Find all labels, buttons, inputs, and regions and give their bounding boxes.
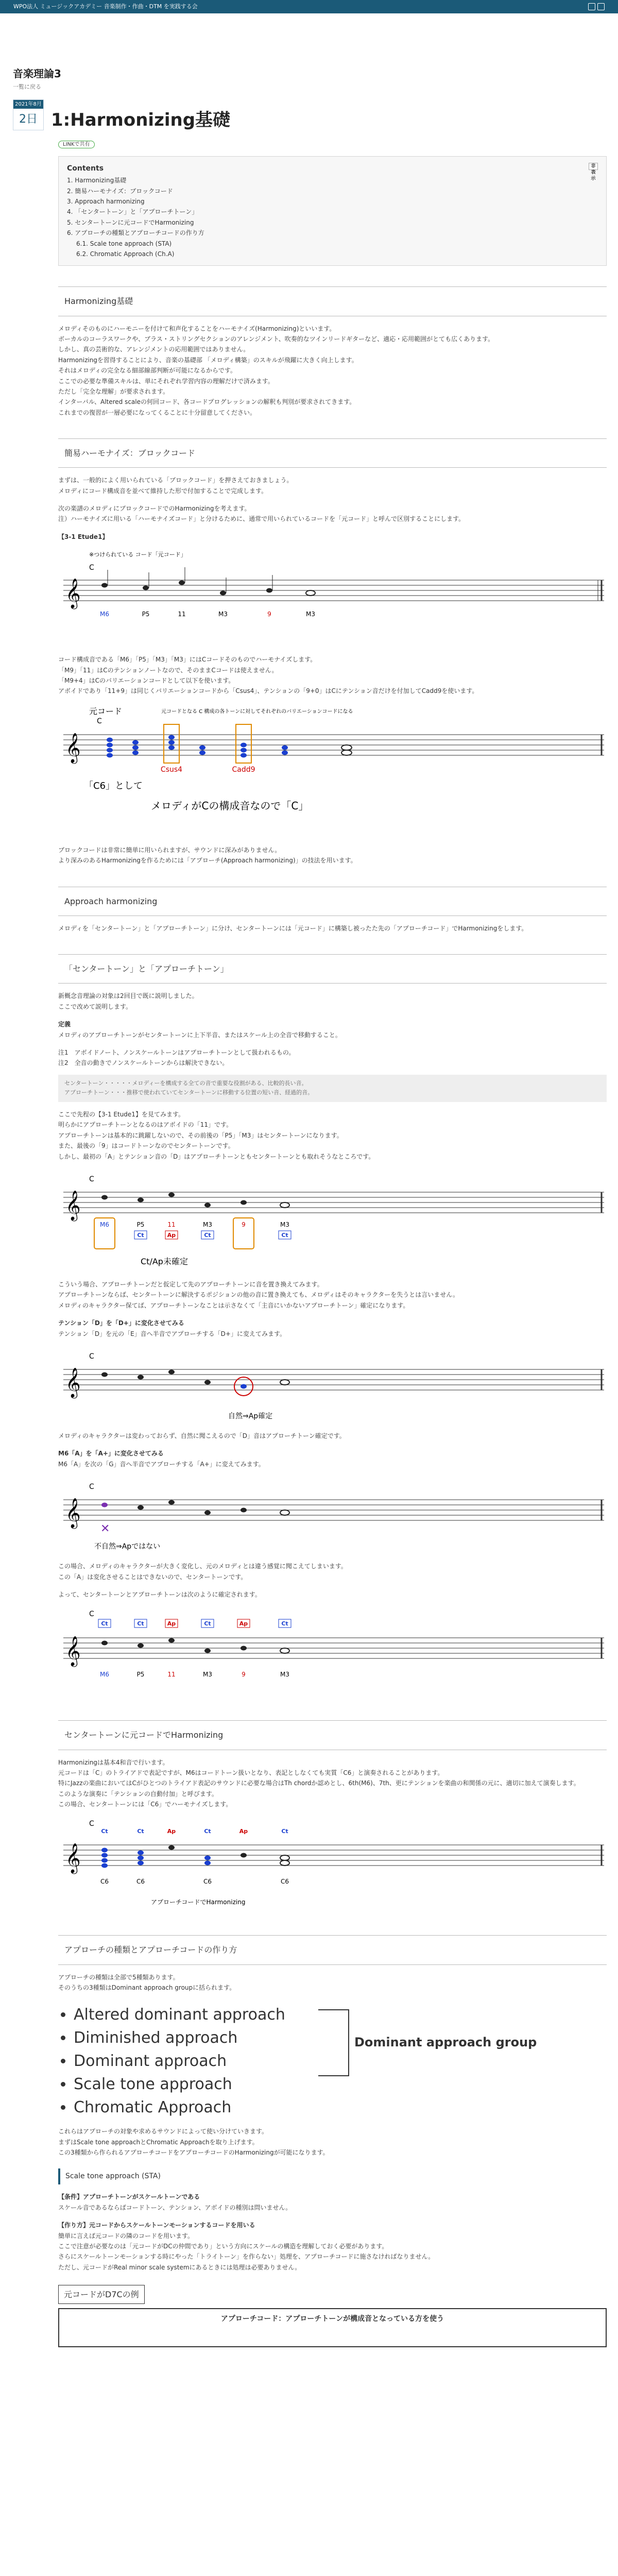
interval-label: P5 <box>142 611 150 618</box>
chord-label: 元コード <box>89 706 123 716</box>
svg-text:C: C <box>89 1483 94 1492</box>
page-title: 1:Harmonizing基礎 <box>51 109 231 130</box>
staff-ct-ap <box>58 1169 607 1272</box>
section-harmonizing <box>58 286 607 2347</box>
svg-text:C: C <box>89 1352 94 1361</box>
toc-item[interactable]: 6. アプローチの種類とアプローチコードの作り方 <box>67 229 204 237</box>
example-title: アプローチコード：アプローチトーンが構成音となっている方を使う <box>220 2315 444 2324</box>
interval-label: M6 <box>100 611 109 618</box>
paragraph: メロディのキャラクターは変わっておらず、自然に聞こえるので「D」音はアプローチトーン確定です。 <box>58 1432 346 1439</box>
paragraph: 【作り方】元コードからスケールトーンモーションするコードを用いる 簡単に言えば元コードの隣のコードを用います。 ここで注意が必要なのは「元コードがDCの仲間であり」という方向にスケールの構造を理解しておく必要があります。 さらにスケールトーンモーションする時にやった「トライトーン」を作らない」処理を、アプローチコードに施さなければなりません。 ただし、元コードがReal minor scale systemにあるときには処理は必要ありません。 <box>58 2222 435 2271</box>
list-item: • Scale tone approach <box>74 2073 607 2096</box>
toc-item[interactable]: 4. 「センタートーン」と「アプローチトーン」 <box>67 208 198 216</box>
list-item: • Dominant approach <box>74 2049 607 2073</box>
svg-text:Ct: Ct <box>101 1828 108 1835</box>
paragraph: M6「A」を「A+」に変化させてみる M6「A」を次の「G」音へ半音でアプローチする「A+」に変えてみます。 <box>58 1450 265 1468</box>
section-heading: 簡易ハーモナイズ：ブロックコード <box>58 438 607 468</box>
svg-text:C6: C6 <box>100 1878 109 1886</box>
tag: Ct <box>137 1620 144 1628</box>
chord-symbol: C <box>89 564 94 572</box>
interval-label: 9 <box>267 611 271 618</box>
category-title[interactable]: 音楽理論3 <box>13 67 61 80</box>
cross-icon: ✕ <box>100 1522 110 1536</box>
svg-text:Ct: Ct <box>204 1828 211 1835</box>
subsection-heading: Scale tone approach (STA) <box>58 2168 607 2185</box>
paragraph: 【条件】アプローチトーンがスケールトーンである スケール音であるならばコードトーン、テンション、アボイドの種別は問いません。 <box>58 2193 292 2211</box>
svg-text:Ap: Ap <box>167 1828 176 1835</box>
tag: Ct <box>204 1620 211 1628</box>
chord-symbol: C <box>89 1820 94 1828</box>
site-name[interactable]: WPO法人 ミュージックアカデミー 音楽制作・作曲・DTM を実践する会 <box>13 3 198 10</box>
annotation: 自然⇒Ap確定 <box>228 1412 273 1420</box>
svg-text:M3: M3 <box>203 1671 212 1679</box>
annotation: メロディがCの構成音なので「C」 <box>151 799 309 812</box>
paragraph: コード構成音である「M6」「P5」「M3」「M3」にはCコードそのものでハーモナイズします。 「M9」「11」はCのテンションノートなので、そのままCコードは使えません。 「M9+4」はCのバリエーションコードとして以下を使います。 アボイドであり「11+9」は同じくバリエーションコードから「Csus4」、テンションの「9+0」はCにテンション音だけを付加してCadd9を使います。 <box>58 656 478 695</box>
chord-name: Csus4 <box>160 765 183 774</box>
paragraph: ブロックコードは非常に簡単に用いられますが、サウンドに深みがありません。 より深みのあるHarmonizingを作るためには「アプローチ(Approach harmonizing)」の技法を用います。 <box>58 846 357 865</box>
interval-label: M3 <box>218 611 228 618</box>
svg-text:Ap: Ap <box>239 1828 248 1835</box>
paragraph: こういう場合、アプローチトーンだと仮定して先のアプローチトーンに音を置き換えてみます。 アプローチトーンならば、センタートーンに解決するポジションの他の音に置き換えても、メロディはそのキャラクターを失うとは言いません。 メロディのキャラクター保てば、アプローチトーンなことは示さなくて「主音にいかないアプローチトーン」確定になります。 <box>58 1281 459 1309</box>
interval-label: P5 <box>136 1221 145 1229</box>
list-item: • Altered dominant approach <box>74 2003 607 2026</box>
date-badge <box>13 99 44 130</box>
paragraph: ここで先程の【3-1 Etude1】を見てみます。 明らかにアプローチトーンとなるのはアボイドの「11」です。 アプローチトーンは基本的に跳躍しないので、その前後の「P5」「M3」はセンタートーンになります。 また、最後の「9」はコードトーンなのでセンタートーンです。 しかし、最初の「A」とテンション音の「D」はアプローチトーンともセンタートーンとも取れそうなところです。 <box>58 1111 375 1160</box>
paragraph: Harmonizingは基本4和音で行います。 元コードは「C」のトライアドで表記ですが、M6はコードトーン扱いとなり、表記としなくても実質「C6」と演奏されることがあります。 特にJazzの楽曲においてはCがひとつのトライアド表記のサウンドに必要な場合はTh chordか認めとし、6th(M6)、7th、更にテンションを楽曲の和関係の元に、適切に加えて演奏します。 このような演奏に「テンションの自動付加」と呼びます。 この場合、センタートーンには「C6」でハーモナイズします。 <box>58 1758 580 1808</box>
paragraph: メロディを「センタートーン」と「アプローチトーン」に分け、センタートーンには「元コード」に構築し被ったた先の「アプローチコード」でHarmonizingをします。 <box>58 924 528 932</box>
tag-ct: Ct <box>137 1232 144 1239</box>
toc-item[interactable]: 6.2. Chromatic Approach (Ch.A) <box>76 250 175 258</box>
paragraph: 定義 メロディのアプローチトーンがセンタートーンに上下半音、またはスケール上の全音で移動すること。 <box>58 1021 341 1039</box>
approach-list <box>58 2003 607 2119</box>
section-heading: Approach harmonizing <box>58 887 607 916</box>
paragraph: まずは、一般的によく用いられている「ブロックコード」を押さえておきましょう。 メロディにコード構成音を並べて維持した形で付加することで完成します。 <box>58 477 293 495</box>
back-link[interactable]: 一覧に戻る <box>13 83 41 90</box>
example-heading: 元コードがD7Cの例 <box>58 2285 145 2304</box>
search-icon[interactable] <box>588 3 595 10</box>
svg-text:11: 11 <box>167 1671 176 1679</box>
interval-label: M3 <box>306 611 315 618</box>
chord-name: Cadd9 <box>232 765 255 774</box>
staff-block-chords <box>58 704 607 838</box>
svg-text:P5: P5 <box>136 1671 145 1679</box>
staff-c6 <box>58 1817 607 1914</box>
staff-d-sharp <box>58 1346 607 1423</box>
svg-text:Ct: Ct <box>137 1828 144 1835</box>
paragraph: よって、センタートーンとアプローチトーンは次のように確定されます。 <box>58 1590 261 1598</box>
section-heading: センタートーンに元コードでHarmonizing <box>58 1720 607 1750</box>
interval-label: 11 <box>167 1221 176 1229</box>
section-heading: 「センタートーン」と「アプローチトーン」 <box>58 954 607 984</box>
annotation: Ct/Ap未確定 <box>141 1257 188 1267</box>
note-box: センタートーン・・・・・メロディーを構成する全ての音で重要な役割がある、比較的長い音。 アプローチトーン・・・推移で使われていてセンタートーンに移動する位置の短い音、経過的音。 <box>58 1075 607 1102</box>
section-heading: アプローチの種類とアプローチコードの作り方 <box>58 1935 607 1964</box>
svg-text:9: 9 <box>242 1671 246 1679</box>
paragraph: アプローチの種類は全部で5種類あります。 そのうちの3種類はDominant approach groupに括られます。 <box>58 1973 236 1992</box>
paragraph: 新概念音理論の対象は2回目で既に説明しました。 ここで改めて説明します。 <box>58 992 198 1010</box>
tag-ct: Ct <box>281 1232 288 1239</box>
tag-ct: Ct <box>204 1232 211 1239</box>
toc-toggle[interactable]: 非表示 <box>589 163 598 170</box>
staff-final <box>58 1607 607 1700</box>
group-label: Dominant approach group <box>354 2035 537 2050</box>
tag-ap: Ap <box>167 1232 176 1239</box>
main <box>13 65 605 2347</box>
toc-title: Contents <box>67 164 104 173</box>
paragraph: 注1 アボイドノート、ノンスケールトーンはアプローチトーンとして扱われるもの。 注2 全音の動きでノンスケールトーンからは解決できない。 <box>58 1048 295 1067</box>
toc-item[interactable]: 6.1. Scale tone approach (STA) <box>76 240 172 247</box>
interval-label: 9 <box>242 1221 246 1229</box>
treble-clef-icon: 𝄞 <box>65 1190 81 1221</box>
date-year-month: 2021年8月 <box>13 100 43 109</box>
annotation: 元コードとなる C 構成の各トーンに対してそれぞれのバリエーションコードになる <box>161 708 353 715</box>
treble-clef-icon: 𝄞 <box>65 1843 81 1873</box>
treble-clef-icon: 𝄞 <box>65 1636 81 1666</box>
treble-clef-icon: 𝄞 <box>65 732 81 762</box>
menu-icons[interactable] <box>588 3 605 10</box>
svg-text:Ct: Ct <box>281 1828 288 1835</box>
svg-text:C6: C6 <box>203 1878 212 1886</box>
date-day: 2日 <box>19 112 38 126</box>
toc-item[interactable]: 1. Harmonizing基礎 <box>67 177 127 184</box>
interval-label: M3 <box>280 1221 289 1229</box>
example-label: 【3-1 Etude1】 <box>58 533 109 540</box>
caption: ※つけられている コード「元コード」 <box>89 551 186 558</box>
bracket <box>318 2009 349 2076</box>
toc-item[interactable]: 5. センタートーンに元コードでHarmonizing <box>67 218 194 226</box>
paragraph: テンション「D」を「D+」に変化させてみる テンション「D」を元の「E」音へ半音でアプローチする「D+」に変えてみます。 <box>58 1319 286 1337</box>
toc-item[interactable]: 3. Approach harmonizing <box>67 198 145 206</box>
svg-text:C6: C6 <box>136 1878 145 1886</box>
example-box <box>58 2308 607 2347</box>
tag: Ap <box>239 1620 248 1628</box>
share-button[interactable]: LINKで共有 <box>58 141 95 148</box>
paragraph: これらはアプローチの対象や求めるサウンドによって使い分けていきます。 まずはScale tone approachとChromatic Approachを取り上げます。 この3種類から作られるアプローチコードをアプローチコードのHarmonizingが可能になります。 <box>58 2128 329 2157</box>
annotation: 「C6」として <box>84 780 143 791</box>
svg-text:C6: C6 <box>280 1878 289 1886</box>
annotation: 不自然⇒Apではない <box>94 1543 161 1551</box>
interval-label: M3 <box>203 1221 212 1229</box>
breadcrumb <box>13 65 605 92</box>
interval-label: 11 <box>178 611 186 618</box>
paragraph: メロディそのものにハーモニーを付けて和声化することをハーモナイズ(Harmonizing)といいます。 ボーカルのコーラスワークや、ブラス・ストリングセクションのアレンジメント、吹奏的なツインリードギターなど、適応・応用範囲がとても広くあります。 しかし、真の芸術的な、アレンジメントの応用範囲ではありません。 Harmonizingを習得することにより、音楽の基礎部 「メロディ構築」のスキルが飛躍に大きく向上します。 それはメロディの完全なる細部線部判断が可能になるからです。 ここでの必要な準備スキルは、単にそれぞれ学習内容の理解だけで済みます。 ただし「完全な理解」が要求されます。 インターバル、Altered scaleの何回コード、各コードプログレッションの解釈も判別が要求されてきます。 これまでの復習が一層必要になってくることに十分留意してください。 <box>58 325 494 416</box>
top-bar <box>0 0 618 13</box>
treble-clef-icon: 𝄞 <box>65 1367 81 1397</box>
toc-item[interactable]: 2. 簡易ハーモナイズ：ブロックコード <box>67 187 173 195</box>
section-heading: Harmonizing基礎 <box>58 286 607 316</box>
tag: Ct <box>281 1620 288 1628</box>
tag: Ct <box>101 1620 108 1628</box>
svg-text:M3: M3 <box>280 1671 289 1679</box>
paragraph: この場合、メロディのキャラクターが大きく変化し、元のメロディとは違う感覚に聞こえてしまいます。 この「A」は変化させることはできないので、センタートーンです。 <box>58 1563 347 1581</box>
paragraph: 次の楽譜のメロディにブロックコードでのHarmonizingを考えます。 注）ハーモナイズに用いる「ハーモナイズコード」と分けるために、通常で用いられているコードを「元コード」と呼んで区別することにします。 <box>58 505 465 523</box>
list-item: • Diminished approach <box>74 2026 607 2049</box>
chord-symbol: C <box>89 1610 94 1619</box>
tag: Ap <box>167 1620 176 1628</box>
chord-symbol: C <box>89 1175 94 1184</box>
annotation: アプローチコードでHarmonizing <box>151 1899 246 1906</box>
treble-clef-icon: 𝄞 <box>65 578 81 608</box>
interval-label: M6 <box>100 1221 109 1229</box>
table-of-contents <box>58 156 607 266</box>
staff-a-sharp <box>58 1477 607 1554</box>
menu-icon[interactable] <box>597 3 605 10</box>
list-item: • Chromatic Approach <box>74 2096 607 2119</box>
chord-symbol: C <box>97 717 102 725</box>
svg-text:M6: M6 <box>100 1671 109 1679</box>
treble-clef-icon: 𝄞 <box>65 1498 81 1528</box>
staff-etude1 <box>58 549 607 647</box>
share-row <box>58 140 605 149</box>
